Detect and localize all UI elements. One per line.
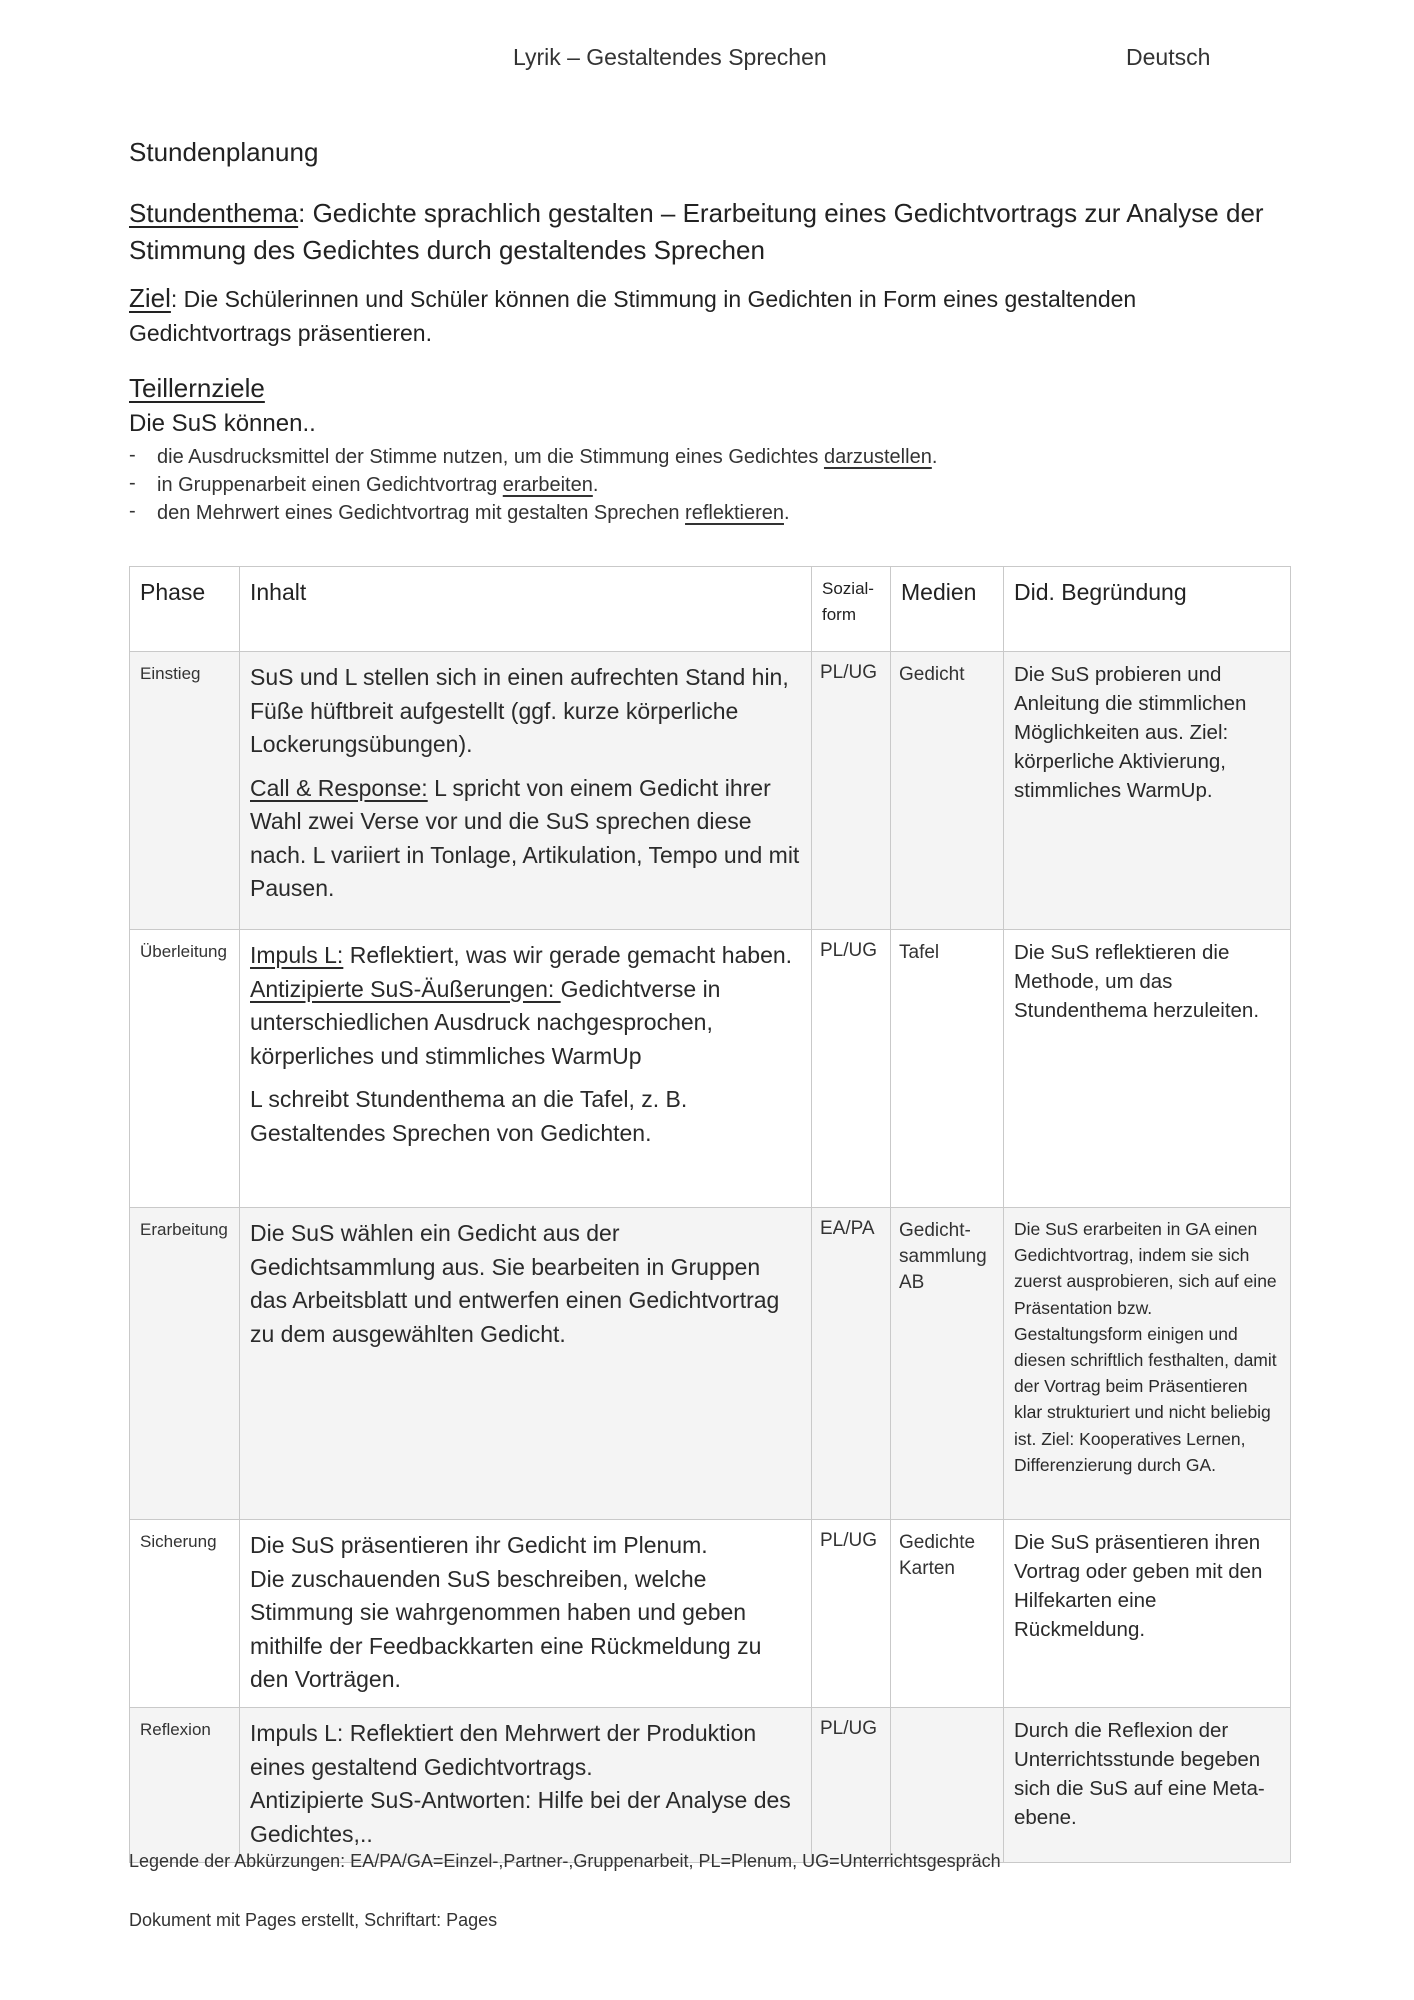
table-row	[130, 930, 1291, 1208]
table-row	[130, 1208, 1291, 1520]
lesson-topic	[129, 195, 1289, 269]
lesson-goal	[129, 281, 1289, 350]
cell-sozialform: EA/PA	[812, 1208, 891, 1520]
cell-begruendung: Die SuS reflektieren die Methode, um das Stundenthema herzuleiten.	[1004, 930, 1291, 1208]
cell-sozialform: PL/UG	[812, 1520, 891, 1708]
cell-begruendung: Die SuS erarbeiten in GA einen Gedichtvortrag, indem sie sich zuerst ausprobieren, sich auf eine Präsentation bzw. Gestaltungsform einigen und diesen schriftlich festhalten, damit der Vortrag beim Präsentieren klar strukturiert und nicht beliebig ist. Ziel: Kooperatives Lernen, Differenzierung durch GA.	[1004, 1208, 1291, 1520]
cell-medien: Gedicht- sammlung AB	[891, 1208, 1004, 1520]
cell-begruendung: Die SuS präsentieren ihren Vortrag oder geben mit den Hilfekarten eine Rückmeldung.	[1004, 1520, 1291, 1708]
lesson-plan-table	[129, 566, 1291, 1863]
cell-medien	[891, 1708, 1004, 1863]
cell-inhalt: SuS und L stellen sich in einen aufrechten Stand hin, Füße hüftbreit aufgestellt (ggf. kurze körperliche Lockerungsübungen). Call & Response: L spricht von einem Gedicht ihrer Wahl zwei Verse vor und die SuS sprechen diese nach. L variiert in Tonlage, Artikulation, Tempo und mit Pausen.	[240, 652, 812, 930]
cell-medien: Tafel	[891, 930, 1004, 1208]
header-title: Lyrik – Gestaltendes Sprechen	[513, 44, 827, 70]
table-header-row	[130, 567, 1291, 652]
cell-medien: Gedichte Karten	[891, 1520, 1004, 1708]
cell-medien: Gedicht	[891, 652, 1004, 930]
col-header-begruendung: Did. Begründung	[1004, 567, 1291, 652]
col-header-phase: Phase	[130, 567, 240, 652]
sub-goals-list	[129, 443, 1289, 527]
cell-sozialform: PL/UG	[812, 1708, 891, 1863]
cell-inhalt: Die SuS präsentieren ihr Gedicht im Plenum. Die zuschauenden SuS beschreiben, welche Stimmung sie wahrgenommen haben und geben mithilfe der Feedbackkarten eine Rückmeldung zu den Vorträgen.	[240, 1520, 812, 1708]
cell-phase: Sicherung	[130, 1520, 240, 1708]
cell-sozialform: PL/UG	[812, 652, 891, 930]
col-header-sozialform: Sozial- form	[812, 567, 891, 652]
table-row	[130, 652, 1291, 930]
topic-label: Stundenthema	[129, 198, 299, 228]
sub-goals-intro: Die SuS können..	[129, 410, 316, 437]
table-row	[130, 1520, 1291, 1708]
cell-phase: Erarbeitung	[130, 1208, 240, 1520]
cell-phase: Einstieg	[130, 652, 240, 930]
col-header-medien: Medien	[891, 567, 1004, 652]
list-item: - die Ausdrucksmittel der Stimme nutzen, um die Stimmung eines Gedichtes darzustellen.	[129, 443, 1289, 471]
cell-phase: Reflexion	[130, 1708, 240, 1863]
list-item: - den Mehrwert eines Gedichtvortrag mit gestalten Sprechen reflektieren.	[129, 499, 1289, 527]
cell-phase: Überleitung	[130, 930, 240, 1208]
cell-inhalt: Die SuS wählen ein Gedicht aus der Gedichtsammlung aus. Sie bearbeiten in Gruppen das Arbeitsblatt und entwerfen einen Gedichtvortrag zu dem ausgewählten Gedicht.	[240, 1208, 812, 1520]
abbreviation-legend: Legende der Abkürzungen: EA/PA/GA=Einzel-,Partner-,Gruppenarbeit, PL=Plenum, UG=Unterrichtsgespräch	[129, 1851, 1001, 1871]
header-subject: Deutsch	[1126, 44, 1211, 70]
document-footer: Dokument mit Pages erstellt, Schriftart: Pages	[129, 1910, 498, 1930]
doc-heading: Stundenplanung	[129, 137, 319, 167]
cell-inhalt: Impuls L: Reflektiert den Mehrwert der Produktion eines gestaltend Gedichtvortrags. Antizipierte SuS-Antworten: Hilfe bei der Analyse des Gedichtes,..	[240, 1708, 812, 1863]
cell-begruendung: Die SuS probieren und Anleitung die stimmlichen Möglichkeiten aus. Ziel: körperliche Aktivierung, stimmliches WarmUp.	[1004, 652, 1291, 930]
cell-begruendung: Durch die Reflexion der Unterrichtsstunde begeben sich die SuS auf eine Meta-ebene.	[1004, 1708, 1291, 1863]
topic-text: : Gedichte sprachlich gestalten – Erarbeitung eines Gedichtvortrags zur Analyse der Stimmung des Gedichtes durch gestaltendes Sprechen	[129, 198, 1264, 265]
sub-goals-heading: Teillernziele	[129, 373, 265, 403]
cell-inhalt: Impuls L: Reflektiert, was wir gerade gemacht haben. Antizipierte SuS-Äußerungen: Gedichtverse in unterschiedlichen Ausdruck nachgesprochen, körperliches und stimmliches WarmUp L schreibt Stundenthema an die Tafel, z. B. Gestaltendes Sprechen von Gedichten.	[240, 930, 812, 1208]
table-row	[130, 1708, 1291, 1863]
cell-sozialform: PL/UG	[812, 930, 891, 1208]
goal-label: Ziel	[129, 283, 171, 313]
list-item: - in Gruppenarbeit einen Gedichtvortrag erarbeiten.	[129, 471, 1289, 499]
goal-text: : Die Schülerinnen und Schüler können die Stimmung in Gedichten in Form eines gestaltenden Gedichtvortrags präsentieren.	[129, 286, 1137, 346]
col-header-inhalt: Inhalt	[240, 567, 812, 652]
